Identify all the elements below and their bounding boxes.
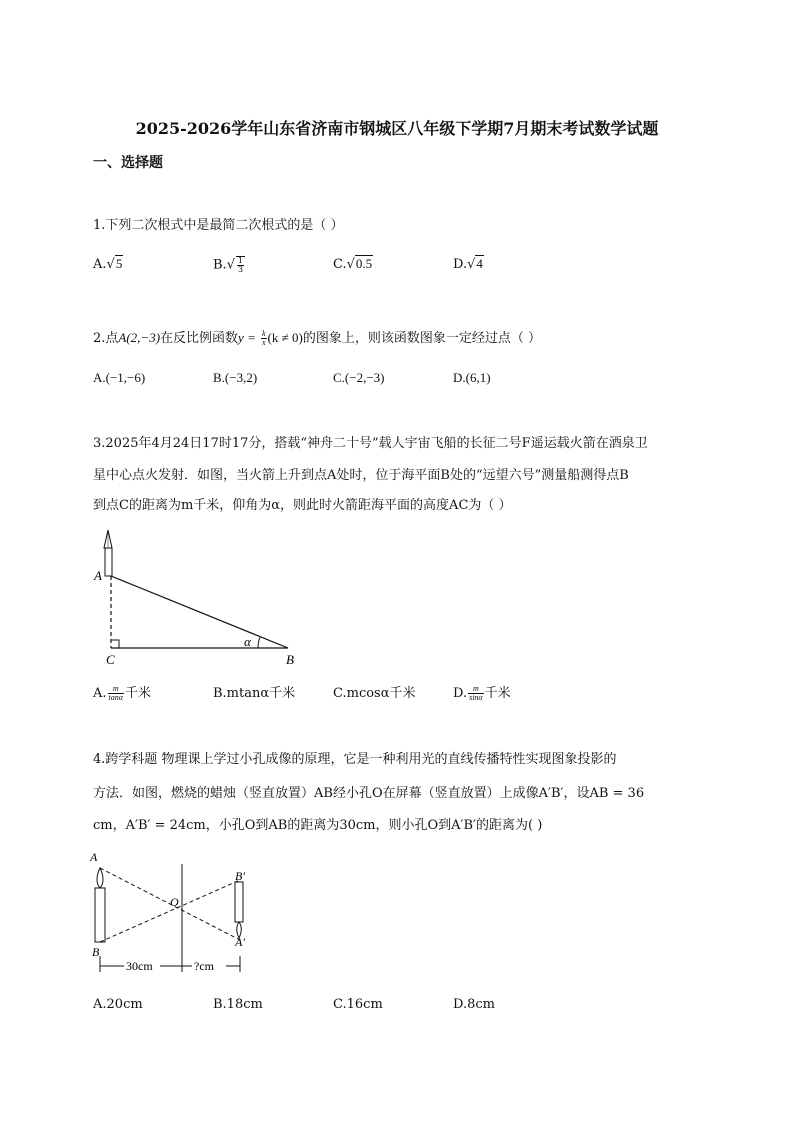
- option-d-radicand: 4: [476, 256, 483, 271]
- label-a: A: [94, 568, 102, 583]
- function-y: y =: [238, 330, 256, 345]
- option-c[interactable]: C.(−2,−3): [333, 370, 385, 385]
- fraction-denominator: tanα: [108, 693, 123, 702]
- fraction-numerator: k: [261, 329, 266, 338]
- option-a-radicand: 5: [115, 256, 123, 271]
- option-a-label: A.: [93, 257, 107, 272]
- option-a-fraction: [108, 685, 124, 702]
- option-a[interactable]: [93, 682, 151, 702]
- dimension-30cm: 30cm: [126, 959, 153, 973]
- option-a-unit: 千米: [124, 686, 151, 701]
- function-fraction: [261, 330, 267, 347]
- question-3-line-2: 星中心点火发射．如图，当火箭上升到点A处时，位于海平面B处的“远望六号”测量船测得点B: [93, 468, 629, 483]
- label-b: B: [92, 945, 100, 959]
- sqrt-icon: √: [467, 257, 476, 272]
- label-a: A: [90, 850, 98, 864]
- option-d-unit: 千米: [484, 686, 511, 701]
- option-a[interactable]: A.(−1,−6): [93, 370, 146, 385]
- option-d-fraction: [468, 685, 484, 702]
- label-a-prime: A′: [235, 935, 245, 949]
- option-c-label: C.: [333, 257, 347, 272]
- label-o: O: [170, 895, 179, 909]
- option-b-denominator: 3: [237, 265, 244, 274]
- candle-icon: [95, 868, 105, 942]
- option-b[interactable]: [213, 256, 246, 274]
- sight-line-ab: [111, 576, 288, 648]
- light-ray-b: [100, 880, 240, 942]
- option-c[interactable]: C.mcosα千米: [333, 686, 416, 701]
- option-a[interactable]: A.20cm: [93, 997, 143, 1012]
- option-d[interactable]: [453, 256, 484, 272]
- question-3-figure: [88, 518, 308, 670]
- label-b: B: [286, 652, 294, 667]
- section-heading: 一、选择题: [93, 155, 163, 171]
- question-3-line-1: 3.2025年4月24日17时17分，搭载“神舟二十号”载人宇宙飞船的长征二号F遥运载火箭在酒泉卫: [93, 436, 648, 451]
- option-a-label: A.: [93, 686, 107, 701]
- question-1-stem: 1.下列二次根式中是最简二次根式的是（ ）: [93, 218, 344, 233]
- option-b-fraction: [236, 256, 245, 274]
- page-title: 2025-2026学年山东省济南市钢城区八年级下学期7月期末考试数学试题: [135, 119, 659, 138]
- option-d-label: D.: [453, 686, 468, 701]
- stem-suffix: 的图象上，则该函数图象一定经过点（ ）: [302, 331, 541, 346]
- rocket-icon: [104, 530, 112, 576]
- question-4-figure: [88, 846, 268, 976]
- sqrt-icon: √: [226, 257, 235, 273]
- candle-image-icon: [235, 882, 243, 938]
- option-c[interactable]: [333, 256, 373, 272]
- fraction-denominator: sinα: [469, 693, 483, 702]
- fraction-denominator: x: [261, 338, 266, 347]
- question-4-line-2: 方法．如图，燃烧的蜡烛（竖直放置）AB经小孔O在屏幕（竖直放置）上成像A′B′，设AB = 36: [93, 786, 645, 801]
- option-c-radicand: 0.5: [355, 256, 373, 271]
- fraction-numerator: m: [108, 685, 124, 694]
- right-angle-mark: [111, 640, 119, 648]
- label-b-prime: B′: [235, 869, 245, 883]
- option-d-label: D.: [453, 257, 468, 272]
- question-4-line-1: 4.跨学科题 物理课上学过小孔成像的原理，它是一种利用光的直线传播特性实现图象投影的: [93, 752, 617, 767]
- option-c[interactable]: C.16cm: [333, 997, 383, 1012]
- option-a[interactable]: [93, 256, 123, 272]
- point-a: A(2,−3): [118, 330, 161, 345]
- label-c: C: [106, 652, 115, 667]
- stem-prefix: 2.点: [93, 331, 119, 346]
- sqrt-icon: √: [346, 257, 355, 272]
- dimension-unknown: ?cm: [194, 959, 214, 973]
- option-b[interactable]: B.mtanα千米: [213, 686, 296, 701]
- option-b-numerator: 1: [237, 256, 244, 265]
- option-b[interactable]: B.18cm: [213, 997, 263, 1012]
- fraction-numerator: m: [468, 685, 484, 694]
- label-alpha: α: [244, 634, 251, 649]
- sqrt-icon: √: [106, 257, 115, 272]
- option-b[interactable]: B.(−3,2): [213, 370, 258, 385]
- angle-arc: [258, 637, 260, 648]
- question-4-line-3: cm，A′B′ = 24cm，小孔O到AB的距离为30cm，则小孔O到A′B′的距离为( ): [93, 818, 543, 833]
- option-b-label: B.: [213, 257, 227, 273]
- question-2-stem: [93, 330, 541, 347]
- option-d[interactable]: D.8cm: [453, 997, 495, 1012]
- option-d[interactable]: [453, 682, 511, 702]
- function-condition: (k ≠ 0): [267, 330, 303, 345]
- stem-mid: 在反比例函数: [160, 331, 239, 346]
- question-3-line-3: 到点C的距离为m千米，仰角为α，则此时火箭距海平面的高度AC为（ ）: [93, 498, 512, 513]
- option-d[interactable]: D.(6,1): [453, 370, 491, 385]
